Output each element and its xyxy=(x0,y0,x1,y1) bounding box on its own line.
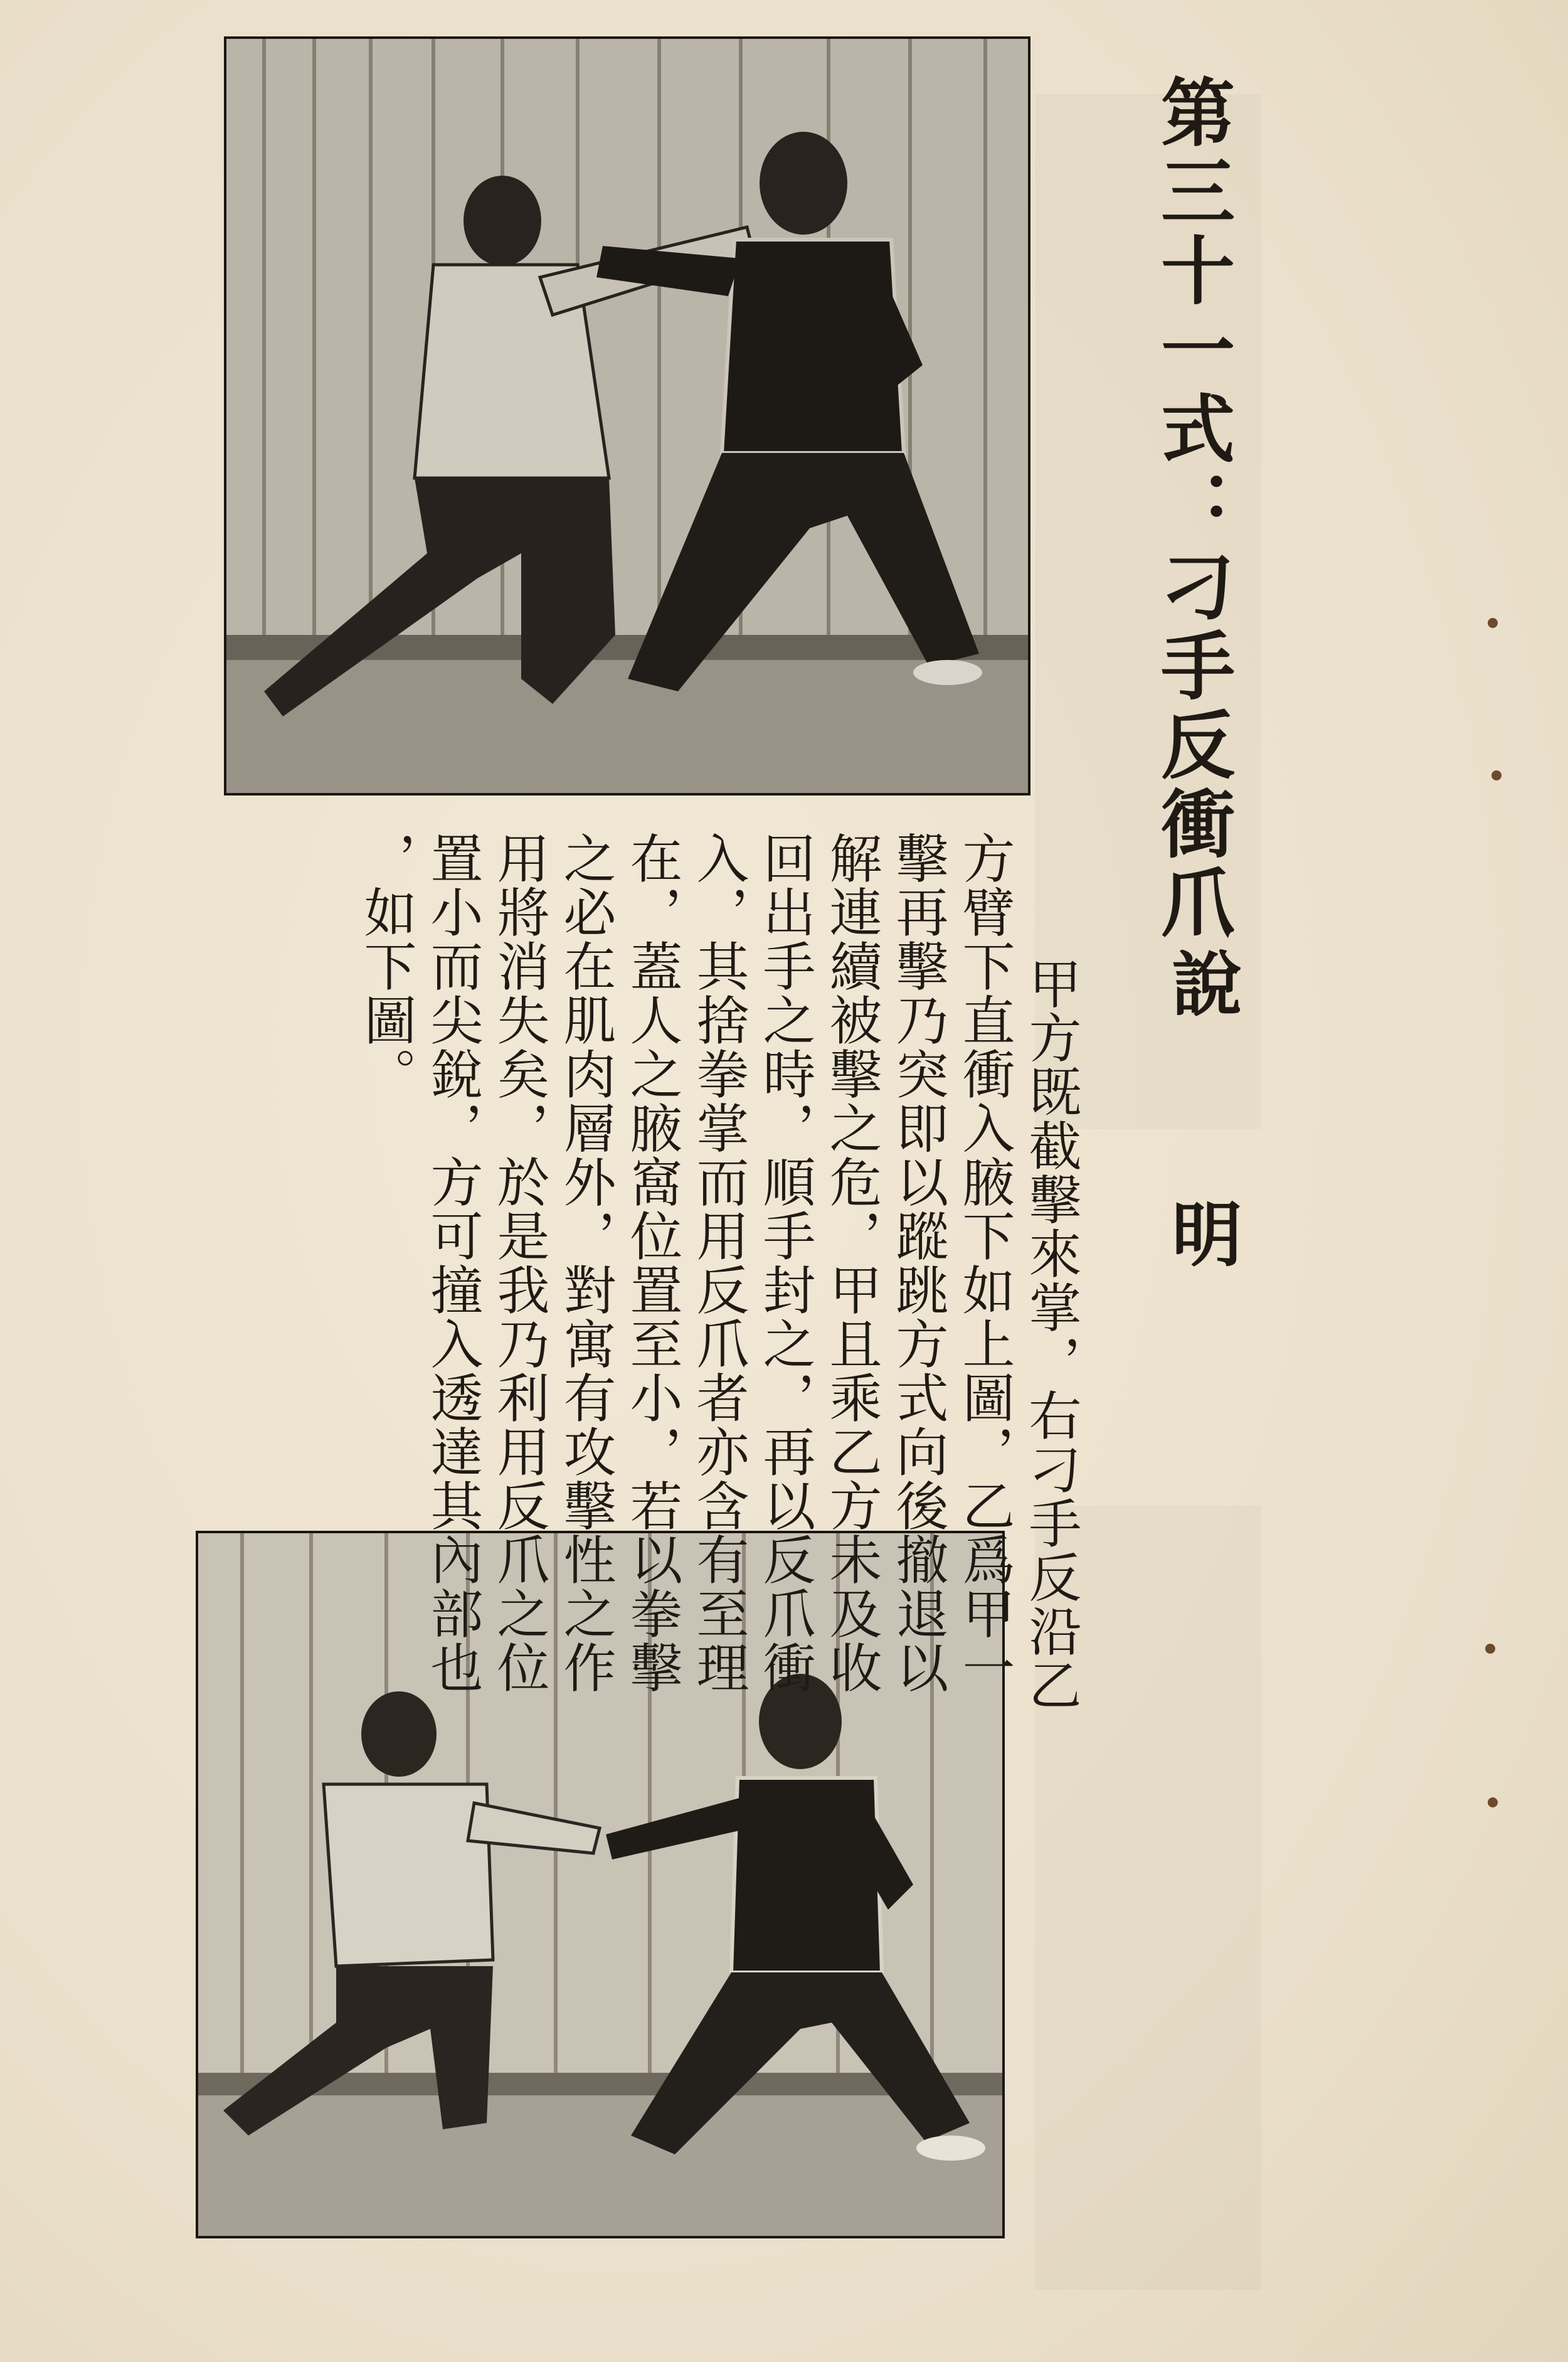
binding-hole xyxy=(1485,1644,1495,1654)
body-text-column: 入，其捨拳掌而用反爪者亦含有至理 xyxy=(688,831,750,1694)
chapter-title: 第三十一式：刁手反衝爪 xyxy=(1148,74,1236,944)
binding-hole xyxy=(1491,770,1502,780)
body-text-column: 在，蓋人之腋窩位置至小，若以拳擊 xyxy=(622,831,683,1694)
binding-hole xyxy=(1488,618,1498,628)
section-heading: 說 明 xyxy=(1160,947,1242,1317)
body-text-column: 回出手之時，順手封之，再以反爪衝 xyxy=(755,831,816,1694)
body-text-column: 置小而尖銳，方可撞入透達其內部也 xyxy=(422,831,484,1694)
body-text-column: 解連續被擊之危，甲且乘乙方未及收 xyxy=(821,831,882,1694)
body-text-column: 之必在肌肉層外，對寓有攻擊性之作 xyxy=(555,831,617,1694)
top-photograph xyxy=(224,36,1030,795)
body-text-column: 甲方既截擊來掌，右刁手反沿乙 xyxy=(1020,957,1082,1712)
body-text-column: ，如下圖。 xyxy=(356,831,417,1101)
body-text-column: 擊再擊乃突即以蹤跳方式向後撤退以 xyxy=(887,831,949,1694)
body-text-column: 方臂下直衝入腋下如上圖，乙爲甲一 xyxy=(954,831,1015,1694)
top-photograph-image xyxy=(226,39,1028,793)
body-text-column: 用將消失矣，於是我乃利用反爪之位 xyxy=(489,831,550,1694)
binding-hole xyxy=(1488,1797,1498,1807)
